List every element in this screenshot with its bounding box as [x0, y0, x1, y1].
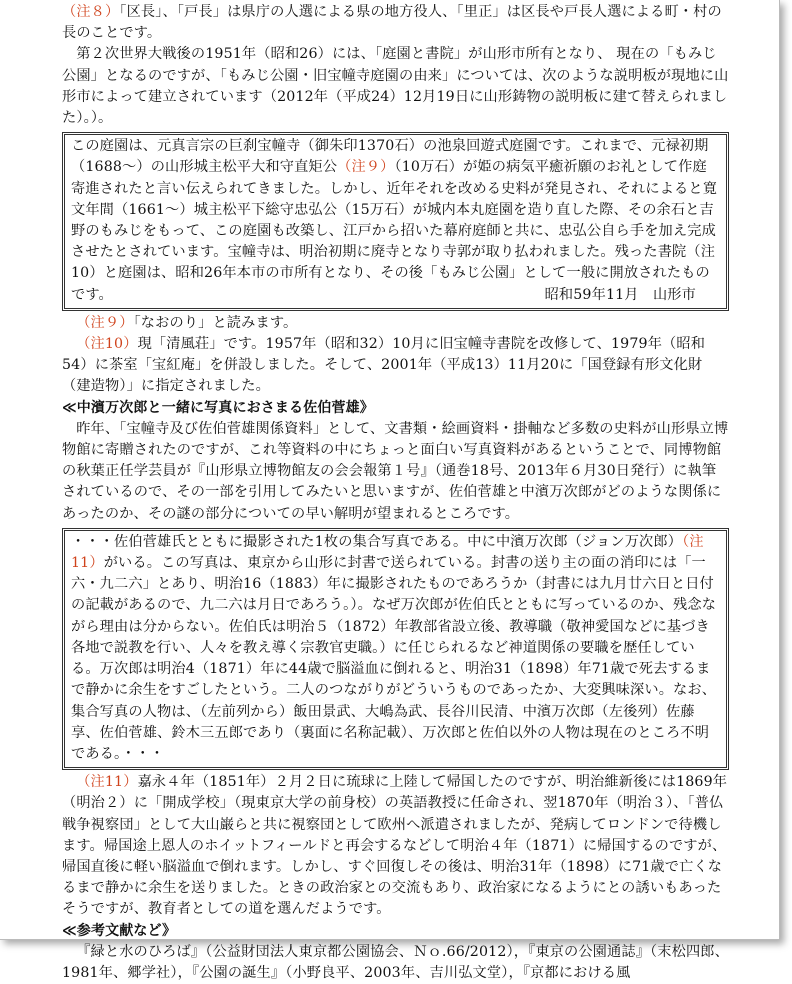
note-marker: （注９） — [76, 314, 134, 331]
paragraph-momiji-park: 第２次世界大戦後の1951年（昭和26）には、「庭園と書院」が山形市所有となり、 現在の「もみじ公園」となるのですが、「もみじ公園・旧宝幢寺庭園の由来」については、次のような説明板が現地に山形市によって建立されています（2012年（平成24）12月19日に山形鋳物の説明板に建て替えられました）。）。 — [62, 46, 729, 127]
paragraph-note10: （注10）現「清風荘」です。1957年（昭和32）10月に旧宝幢寺書院を改修して、1979年（昭和54）に茶室「宝紅庵」を併設しました。そして、2001年（平成13）11月20に「国登録有形文化財（建造物）」に指定されました。 — [62, 336, 706, 395]
signboard-text: この庭園は、元真言宗の巨刹宝幢寺（御朱印1370石）の池泉回遊式庭園です。これまで、元禄初期（1688～）の山形城主松平大和守直矩公（注９）（10万石）が姫の病気平癒祈願のお礼として作庭寄進されたと言い伝えられてきました。しかし、近年それを改める史料が発見され、それによると寛文年間（1661～）城主松平下総守忠弘公（15万石）が城内本丸庭園を造り直した際、その余石と吉野のもみじをもって、この庭園も改築し、江戸から招いた幕府庭師と共に、忠弘公自ら手を加え完成させたとされています。宝幢寺は、明治初期に廃寺となり寺郭が取り払われました。残った書院（注10）と庭園は、昭和26年本市の市所有となり、その後「もみじ公園」として一般に開放されたものです。 昭和59年11月 山形市 — [71, 136, 720, 306]
note-marker: （注11） — [71, 533, 704, 572]
note-marker: （注11） — [76, 774, 138, 791]
section-heading-references: ≪参考文献など》 — [62, 922, 177, 939]
paragraph-references: 『緑と水のひろば』（公益財団法人東京都公園協会、Ｎｏ.66/2012），『東京の公園通誌』（末松四郎、1981年、郷学社），『公園の誕生』（小野良平、2003年、吉川弘文堂），『京都における風 — [62, 943, 729, 981]
section-heading-manjiro: ≪中濱万次郎と一緒に写真におさまる佐伯菅雄》 — [62, 399, 374, 416]
paragraph-museum-donation: 昨年、「宝幢寺及び佐伯菅雄関係資料」として、文書類・絵画資料・掛軸など多数の史料が山形県立博物館に寄贈されたのですが、これ等資料の中にちょっと面白い写真資料があるということで、同博物館の秋葉正任学芸員が『山形県立博物館友の会会報第１号』（通巻18号、2013年６月30日発行）に執筆されているので、その一部を引用してみたいと思いますが、佐伯菅雄と中濱万次郎がどのような関係にあったのか、その謎の部分についての早い解明が望まれるところです。 — [62, 420, 729, 522]
note-marker: （注10） — [76, 336, 138, 353]
signboard-signature: 昭和59年11月 山形市 — [544, 286, 696, 303]
paragraph-note9: （注９）「なおのり」と読みます。 — [76, 314, 298, 331]
note-marker: （注９） — [337, 159, 395, 176]
quote-box-photo — [62, 528, 729, 770]
paragraph-note11: （注11）嘉永４年（1851年）２月２日に琉球に上陸して帰国したのですが、明治維新後には1869年（明治２）に「開成学校」（現東京大学の前身校）の英語教授に任命され、翌1870年（明治３）、「普仏戦争視察団」として大山巌らと共に視察団として欧州へ派遣されましたが、発病してロンドンで待機します。帰国途上恩人のホイットフィールドと再会するなどして明治４年（1871）に帰国するのですが、帰国直後に軽い脳溢血で倒れます。しかし、すぐ回復しその後は、明治31年（1898）に71歳で亡くなるまで静かに余生を送りました。ときの政治家との交流もあり、政治家になるようにとの誘いもあったそうですが、教育者としての道を選んだようです。 — [62, 774, 728, 918]
paragraph-note8: （注８）「区長」、「戸長」は県庁の人選による県の地方役人、「里正」は区長や戸長人選による町・村の長のことです。 — [62, 4, 722, 42]
note-marker: （注８） — [62, 4, 120, 20]
photo-quote-text: ・・・佐伯菅雄氏とともに撮影された1枚の集合写真である。中に中濱万次郎（ジョン万次郎）（注11）がいる。この写真は、東京から山形に封書で送られている。封書の送り主の面の消印には「一六・九二六」とあり、明治16（1883）年に撮影されたものであろうか（封書には九月廿六日と日付の記載があるので、九二六は月日であろう。）。なぜ万次郎が佐伯氏とともに写っているのか、残念ながら理由は分からない。佐伯氏は明治５（1872）年教部省設立後、教導職（敬神愛国などに基づき各地で説教を行い、人々を教え導く宗教官吏職。）に任じられるなど神道関係の要職を歴任している。万次郎は明治4（1871）年に44歳で脳溢血に倒れると、明治31（1898）年71歳で死去するまで静かに余生をすごしたという。二人のつながりがどういうものであったか、大変興味深い。なお、集合写真の人物は、（左前列から）飯田景武、大嶋為武、長谷川民清、中濱万次郎（左後列）佐藤享、佐伯菅雄、鈴木三五郎であり（裏面に名称記載）、万次郎と佐伯以外の人物は現在のところ不明である。・・・ — [71, 533, 717, 762]
quote-box-signboard — [62, 132, 729, 311]
